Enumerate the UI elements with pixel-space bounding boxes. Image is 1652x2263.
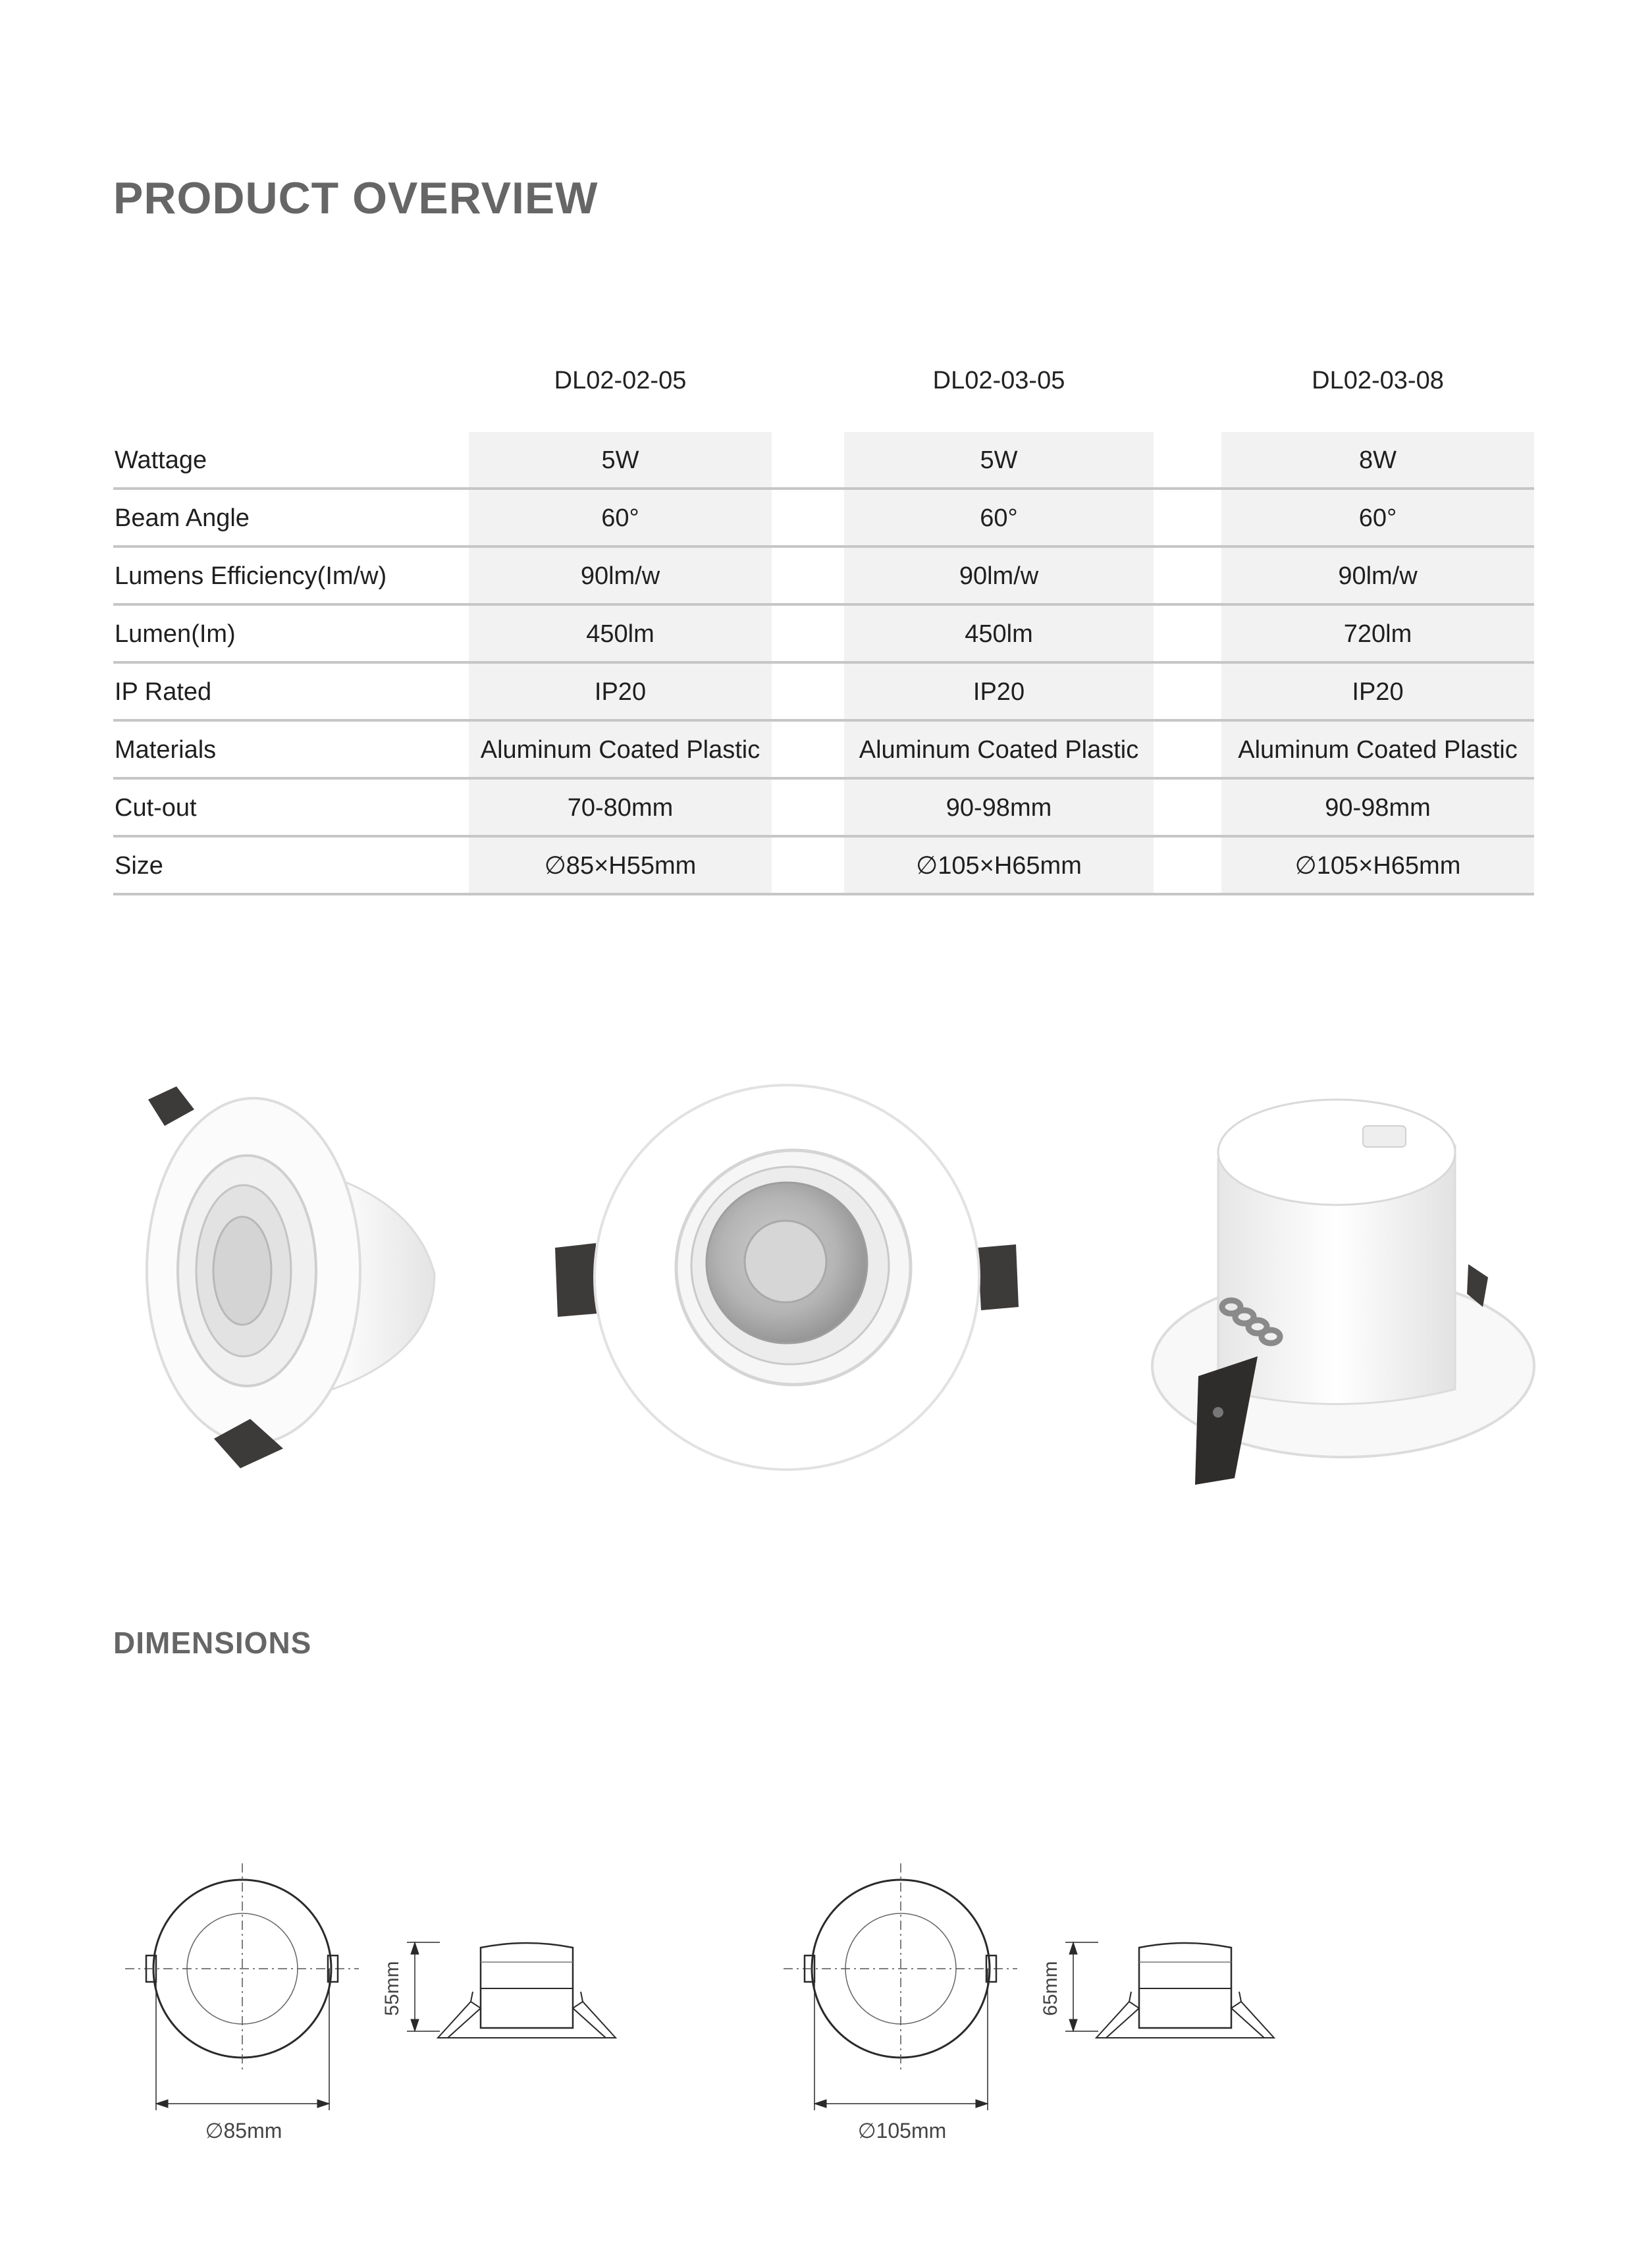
row-label: Materials bbox=[115, 736, 217, 764]
spec-row-beam-angle bbox=[113, 490, 1534, 548]
row-value: ∅105×H65mm bbox=[916, 852, 1082, 880]
row-label: Lumen(Im) bbox=[115, 620, 236, 648]
row-value: IP20 bbox=[1352, 678, 1404, 706]
row-value: IP20 bbox=[973, 678, 1025, 706]
row-label: IP Rated bbox=[115, 678, 212, 706]
row-value: Aluminum Coated Plastic bbox=[859, 736, 1139, 764]
height-label-2: 65mm bbox=[1040, 1961, 1061, 2016]
spec-row-wattage bbox=[113, 432, 1534, 490]
row-value: IP20 bbox=[594, 678, 647, 706]
spec-row-size bbox=[113, 838, 1534, 895]
column-header-2: DL02-03-05 bbox=[932, 367, 1065, 394]
product-photo-front bbox=[550, 1080, 1024, 1481]
row-value: 450lm bbox=[586, 620, 654, 648]
row-value: 5W bbox=[601, 446, 639, 474]
row-value: 60° bbox=[980, 504, 1018, 532]
spec-row-lumens-efficiency bbox=[113, 548, 1534, 606]
row-value: ∅105×H65mm bbox=[1294, 852, 1461, 880]
diameter-label-1: ∅85mm bbox=[205, 2119, 282, 2143]
row-value: 8W bbox=[1359, 446, 1397, 474]
row-value: 90-98mm bbox=[1325, 794, 1431, 822]
height-label-1: 55mm bbox=[381, 1961, 403, 2016]
dimensions-title: DIMENSIONS bbox=[113, 1626, 312, 1660]
product-photo-rear bbox=[1146, 1080, 1541, 1501]
spec-row-lumen bbox=[113, 606, 1534, 664]
row-label: Lumens Efficiency(Im/w) bbox=[115, 562, 387, 590]
column-header-1: DL02-02-05 bbox=[554, 367, 687, 394]
row-value: 60° bbox=[601, 504, 639, 532]
row-value: 90lm/w bbox=[580, 562, 660, 590]
dimension-drawing-1 bbox=[112, 1850, 652, 2160]
row-value: 70-80mm bbox=[567, 794, 674, 822]
diameter-label-2: ∅105mm bbox=[857, 2119, 947, 2143]
page-title: PRODUCT OVERVIEW bbox=[113, 173, 599, 223]
row-value: 60° bbox=[1358, 504, 1397, 532]
product-photo-side-angle bbox=[125, 1073, 467, 1481]
row-value: 90lm/w bbox=[959, 562, 1039, 590]
row-value: 90lm/w bbox=[1338, 562, 1418, 590]
row-value: 450lm bbox=[965, 620, 1033, 648]
row-value: ∅85×H55mm bbox=[544, 852, 697, 880]
row-label: Size bbox=[115, 852, 163, 880]
column-header-3: DL02-03-08 bbox=[1312, 367, 1444, 394]
spec-row-materials bbox=[113, 722, 1534, 780]
spec-row-ip-rated bbox=[113, 664, 1534, 722]
row-label: Beam Angle bbox=[115, 504, 250, 532]
row-value: Aluminum Coated Plastic bbox=[480, 736, 760, 764]
dimension-drawing-2 bbox=[770, 1850, 1310, 2160]
row-value: 5W bbox=[980, 446, 1018, 474]
row-value: 720lm bbox=[1343, 620, 1412, 648]
row-value: Aluminum Coated Plastic bbox=[1238, 736, 1518, 764]
spec-row-cut-out bbox=[113, 780, 1534, 838]
row-label: Wattage bbox=[115, 446, 207, 474]
row-label: Cut-out bbox=[115, 794, 197, 822]
row-divider bbox=[113, 893, 1534, 895]
row-value: 90-98mm bbox=[946, 794, 1052, 822]
